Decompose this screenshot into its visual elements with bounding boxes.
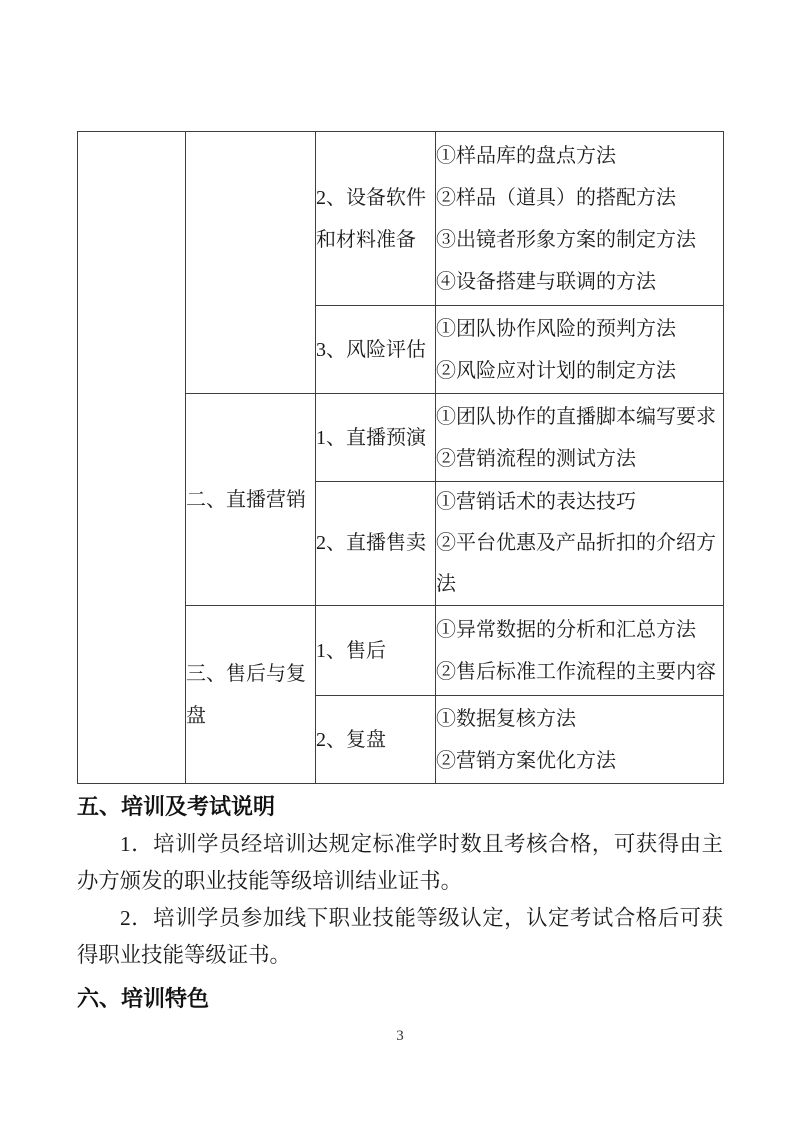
task-label: 2、设备软件和材料准备	[316, 186, 426, 251]
item-line: ①样品库的盘点方法	[436, 144, 616, 167]
task-label: 2、直播售卖	[316, 532, 426, 554]
item-line: ②样品（道具）的搭配方法	[436, 186, 676, 209]
module-cell-empty	[186, 132, 316, 394]
module-label: 三、售后与复盘	[186, 662, 306, 727]
task-label: 1、售后	[316, 639, 386, 662]
item-line: ④设备搭建与联调的方法	[436, 270, 656, 293]
items-cell	[436, 606, 724, 696]
item-line: ③出镜者形象方案的制定方法	[436, 228, 696, 251]
paragraph-assessment: 2．培训学员参加线下职业技能等级认定，认定考试合格后可获得职业技能等级证书。	[77, 906, 723, 967]
items-cell	[436, 306, 724, 394]
training-content-table	[77, 131, 724, 784]
item-line: ①数据复核方法	[436, 707, 576, 730]
section-heading-features: 六、培训特色	[77, 986, 210, 1011]
module-cell	[186, 394, 316, 606]
items-cell	[436, 696, 724, 784]
task-cell	[316, 306, 436, 394]
section-heading-exam: 五、培训及考试说明	[77, 794, 276, 819]
item-line: ②售后标准工作流程的主要内容	[436, 660, 716, 683]
item-line: ①营销话术的表达技巧	[436, 491, 636, 513]
task-cell	[316, 394, 436, 482]
item-line: ②营销方案优化方法	[436, 749, 616, 772]
task-cell	[316, 696, 436, 784]
task-cell	[316, 606, 436, 696]
item-line: ②风险应对计划的制定方法	[436, 359, 676, 382]
items-cell	[436, 482, 724, 606]
paragraph-certificate: 1．培训学员经培训达规定标准学时数且考核合格，可获得由主办方颁发的职业技能等级培训结业证书。	[77, 832, 723, 893]
item-line: ②平台优惠及产品折扣的介绍方法	[436, 532, 716, 595]
item-line: ①异常数据的分析和汇总方法	[436, 618, 696, 641]
page-number: 3	[396, 1028, 404, 1044]
task-label: 3、风险评估	[316, 338, 426, 361]
item-line: ①团队协作风险的预判方法	[436, 317, 676, 340]
task-label: 1、直播预演	[316, 426, 426, 449]
body-content	[77, 788, 723, 1018]
module-label: 二、直播营销	[186, 488, 306, 511]
task-label: 2、复盘	[316, 728, 386, 751]
module-cell	[186, 606, 316, 784]
items-cell	[436, 132, 724, 306]
table-row	[78, 132, 724, 306]
item-line: ①团队协作的直播脚本编写要求	[436, 405, 716, 428]
task-cell	[316, 482, 436, 606]
task-cell	[316, 132, 436, 306]
item-line: ②营销流程的测试方法	[436, 447, 636, 470]
items-cell	[436, 394, 724, 482]
left-empty-cell	[78, 132, 186, 784]
